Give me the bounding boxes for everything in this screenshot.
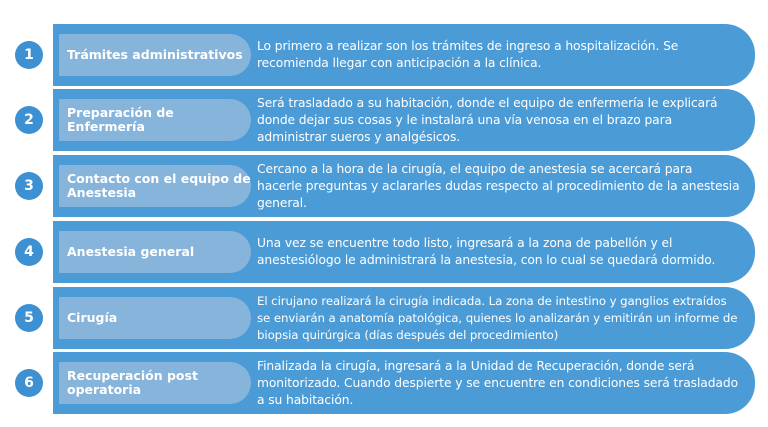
step-number-badge: 5 xyxy=(15,304,43,332)
step-row xyxy=(53,89,755,151)
step-description: Cercano a la hora de la cirugía, el equipo de anestesia se acercará para hacerle preguntas y aclararles dudas respecto al procedimiento de la anestesia general. xyxy=(257,161,740,210)
step-title: Contacto con el equipo de Anestesia xyxy=(59,165,251,207)
step-title: Cirugía xyxy=(59,297,251,339)
step-title: Recuperación post operatoria xyxy=(59,362,251,404)
step-number-badge: 1 xyxy=(15,41,43,69)
step-description: Finalizada la cirugía, ingresará a la Unidad de Recuperación, donde será monitorizado. Cuando despierte y se encuentre en condiciones será trasladado a su habitación. xyxy=(257,358,738,407)
step-row xyxy=(53,287,755,349)
step-description: Será trasladado a su habitación, donde el equipo de enfermería le explicará donde dejar sus cosas y le instalará una vía venosa en el brazo para administrar sueros y analgésicos. xyxy=(257,95,718,144)
step-number-badge: 6 xyxy=(15,369,43,397)
step-row xyxy=(53,221,755,283)
step-title: Preparación de Enfermería xyxy=(59,99,251,141)
step-row xyxy=(53,24,755,86)
step-title: Anestesia general xyxy=(59,231,251,273)
step-row xyxy=(53,352,755,414)
step-description: El cirujano realizará la cirugía indicada. La zona de intestino y ganglios extraídos se enviarán a anatomía patológica, quienes lo analizarán y emitirán un informe de biopsia quirúrgica (días después del procedimiento) xyxy=(257,293,738,342)
step-description: Una vez se encuentre todo listo, ingresará a la zona de pabellón y el anestesiólogo le administrará la anestesia, con lo cual se quedará dormido. xyxy=(257,236,716,267)
step-number-badge: 4 xyxy=(15,238,43,266)
step-description: Lo primero a realizar son los trámites de ingreso a hospitalización. Se recomienda llegar con anticipación a la clínica. xyxy=(257,39,679,70)
step-row xyxy=(53,155,755,217)
step-title: Trámites administrativos xyxy=(59,34,251,76)
step-number-badge: 2 xyxy=(15,106,43,134)
step-number-badge: 3 xyxy=(15,172,43,200)
